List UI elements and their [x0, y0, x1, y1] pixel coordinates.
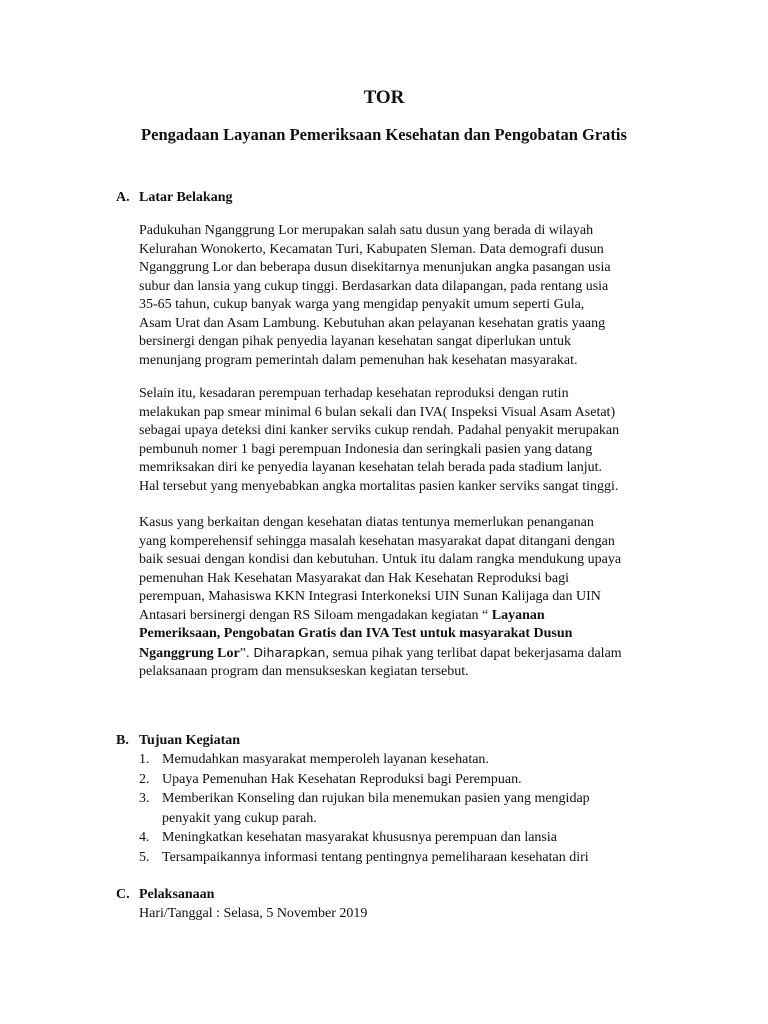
section-a-title: Latar Belakang	[139, 190, 233, 205]
list-item	[139, 770, 590, 790]
list-item-text: Meningkatkan kesehatan masyarakat khususnya perempuan dan lansia	[162, 830, 557, 845]
section-a-paragraph-1	[139, 222, 679, 370]
paragraph-line: baik sesuai dengan kondisi dan kebutuhan. Untuk itu dalam rangka mendukung upaya	[139, 552, 622, 567]
paragraph-line: 35-65 tahun, cukup banyak warga yang mengidap penyakit umum seperti Gula,	[139, 297, 585, 312]
list-item-text: Tersampaikannya informasi tentang pentingnya pemeliharaan kesehatan diri	[162, 849, 589, 865]
paragraph-line: Padukuhan Nganggrung Lor merupakan salah satu dusun yang berada di wilayah	[139, 223, 594, 238]
paragraph-line	[139, 625, 679, 644]
paragraph-line: Hal tersebut yang menyebabkan angka mortalitas pasien kanker serviks sangat tinggi.	[139, 478, 619, 494]
paragraph-line: menunjang program pemerintah dalam pemenuhan hak kesehatan masyarakat.	[139, 352, 578, 368]
section-a-paragraph-2	[139, 385, 679, 496]
paragraph-line: pemenuhan Hak Kesehatan Masyarakat dan Hak Kesehatan Reproduksi bagi	[139, 570, 569, 586]
paragraph-line: subur dan lansia yang cukup tinggi. Berdasarkan data dilapangan, pada rentang usia	[139, 278, 609, 294]
paragraph-line: pembunuh nomer 1 bagi perempuan Indonesia dan seringkali pasien yang datang	[139, 441, 593, 457]
list-number: 2.	[139, 771, 150, 787]
list-number: 1.	[139, 752, 150, 767]
paragraph-line	[139, 607, 679, 626]
section-b-heading	[116, 732, 240, 750]
line-text: Antasari bersinergi dengan RS Siloam mengadakan kegiatan “	[139, 607, 492, 623]
paragraph-line: memriksakan diri ke penyedia layanan kesehatan telah berada pada stadium lanjut.	[139, 460, 602, 475]
list-item-text: Memudahkan masyarakat memperoleh layanan kesehatan.	[162, 752, 489, 767]
paragraph-line: Kelurahan Wonokerto, Kecamatan Turi, Kabupaten Sleman. Data demografi dusun	[139, 241, 604, 257]
closing-quote: ”.	[239, 645, 250, 661]
section-b-letter: B.	[116, 733, 129, 748]
paragraph-line: pelaksanaan program dan mensukseskan kegiatan tersebut.	[139, 664, 469, 679]
paragraph-line: yang komperehensif sehingga masalah kesehatan masyarakat dapat ditangani dengan	[139, 533, 615, 549]
list-item	[139, 848, 590, 868]
objectives-list	[139, 750, 590, 867]
list-item-text: Upaya Pemenuhan Hak Kesehatan Reproduksi bagi Perempuan.	[162, 771, 522, 787]
section-c-body	[139, 905, 679, 924]
list-item	[139, 750, 590, 770]
activity-name-bold: Layanan	[491, 607, 545, 623]
activity-name-bold: Pemeriksaan, Pengobatan Gratis dan IVA Test untuk masyarakat Dusun	[139, 626, 573, 641]
section-b-title: Tujuan Kegiatan	[139, 733, 241, 748]
paragraph-line: perempuan, Mahasiswa KKN Integrasi Interkoneksi UIN Sunan Kalijaga dan UIN	[139, 589, 601, 604]
list-item	[139, 828, 590, 848]
paragraph-line: Nganggrung Lor dan beberapa dusun disekitarnya menunjukan angka pasangan usia	[139, 260, 611, 275]
line-text: , semua pihak yang terlibat dapat bekerjasama dalam	[325, 645, 622, 661]
list-number: 4.	[139, 830, 150, 845]
section-c-heading	[116, 886, 214, 904]
list-number: 3.	[139, 791, 150, 806]
document-subtitle: Pengadaan Layanan Pemeriksaan Kesehatan dan Pengobatan Gratis	[141, 125, 627, 144]
list-item-text: penyakit yang cukup parah.	[162, 810, 317, 826]
section-c-title: Pelaksanaan	[139, 887, 215, 902]
list-item-text: Memberikan Konseling dan rujukan bila menemukan pasien yang mengidap	[162, 791, 590, 806]
paragraph-line: Selain itu, kesadaran perempuan terhadap kesehatan reproduksi dengan rutin	[139, 386, 569, 401]
paragraph-line: bersinergi dengan pihak penyedia layanan kesehatan sangat diperlukan untuk	[139, 334, 572, 349]
activity-name-bold: Nganggrung Lor	[139, 645, 240, 661]
paragraph-line: melakukan pap smear minimal 6 bulan sekali dan IVA( Inspeksi Visual Asam Asetat)	[139, 404, 616, 420]
section-a-heading	[116, 189, 232, 207]
list-item	[139, 789, 590, 828]
schedule-line: Hari/Tanggal : Selasa, 5 November 2019	[139, 906, 368, 921]
paragraph-line: Kasus yang berkaitan dengan kesehatan diatas tentunya memerlukan penanganan	[139, 515, 594, 530]
list-number: 5.	[139, 849, 150, 865]
paragraph-line: sebagai upaya deteksi dini kanker serviks cukup rendah. Padahal penyakit merupakan	[139, 423, 620, 438]
paragraph-line: Asam Urat dan Asam Lambung. Kebutuhan akan pelayanan kesehatan gratis yaang	[139, 315, 606, 331]
document-title: TOR	[363, 87, 405, 108]
section-a-paragraph-3	[139, 514, 679, 682]
section-c-letter: C.	[116, 887, 130, 902]
sans-word: Diharapkan	[249, 644, 326, 660]
paragraph-line	[139, 644, 679, 664]
section-a-letter: A.	[116, 190, 130, 205]
